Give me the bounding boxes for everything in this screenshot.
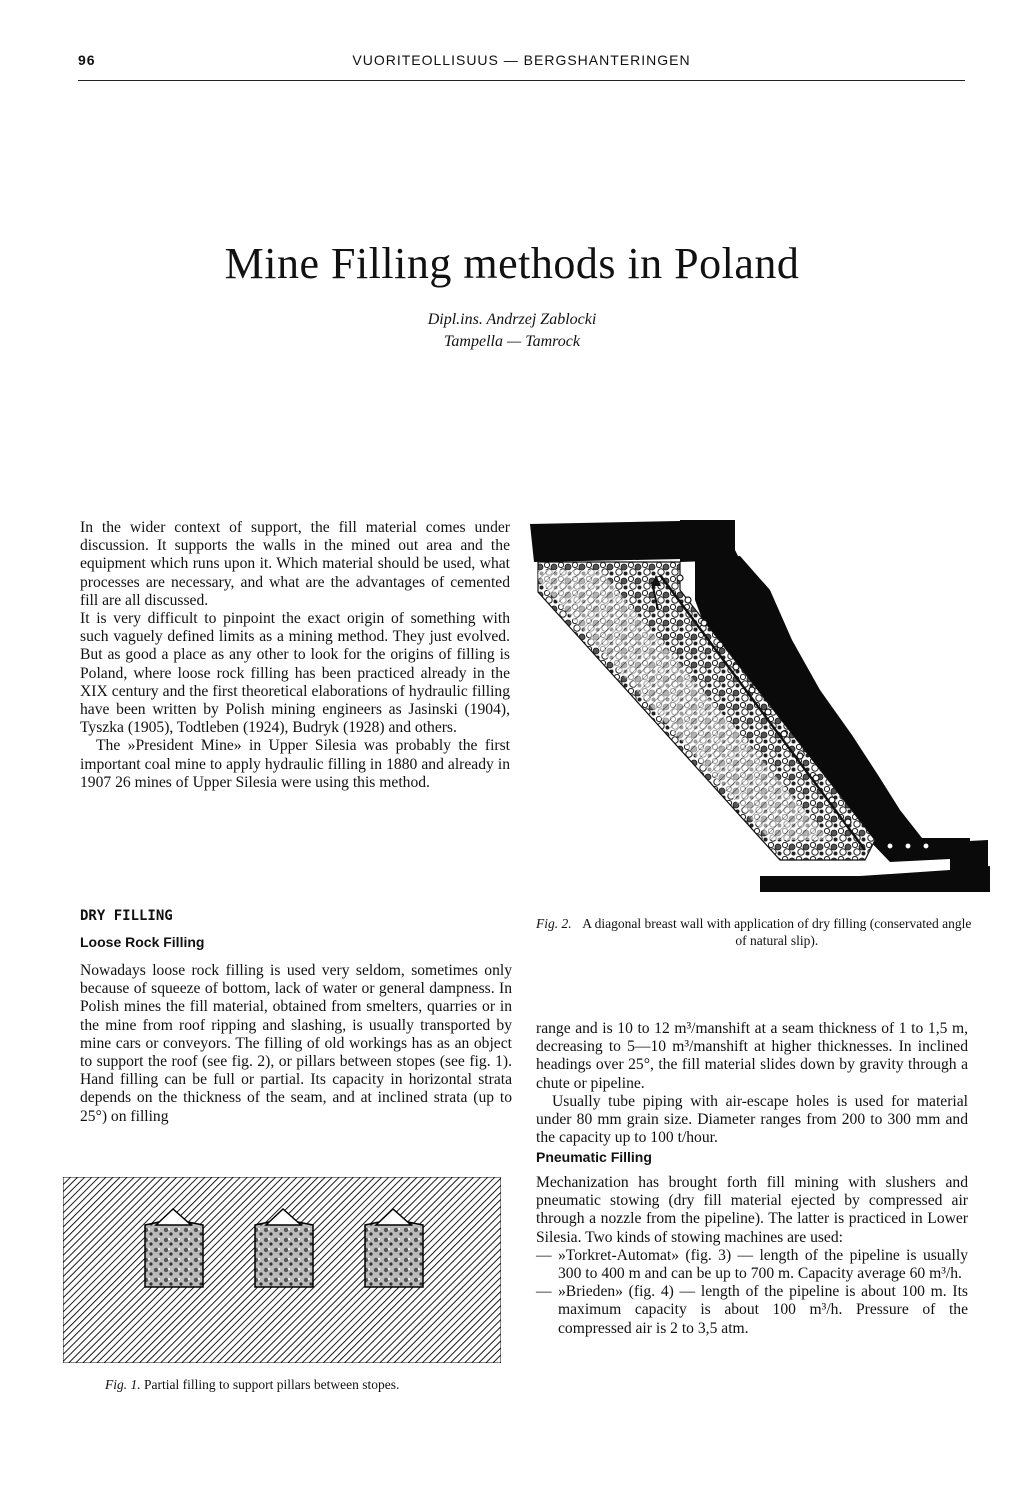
pillars-between-stopes-drawing xyxy=(63,1177,501,1363)
fig1-caption-text: Partial filling to support pillars between stopes. xyxy=(144,1377,400,1392)
page-number: 96 xyxy=(78,52,96,68)
pneumatic-text xyxy=(536,1174,968,1338)
section-heading-dry-filling: DRY FILLING xyxy=(80,908,173,924)
fig1-label: Fig. 1. xyxy=(105,1377,141,1392)
intro-text xyxy=(80,519,510,792)
author-affiliation: Tampella — Tamrock xyxy=(443,333,581,350)
fig1-caption xyxy=(105,1376,505,1393)
list-item: — »Brieden» (fig. 4) — length of the pipeline is about 100 m. Its maximum capacity is about 100 m³/h. Pressure of the compressed air is 2 to 3,5 atm. xyxy=(536,1283,968,1337)
author-name: Dipl.ins. Andrzej Zablocki xyxy=(427,311,597,328)
fig2-caption-text: A diagonal breast wall with application of dry filling (conservated angle of natural slip). xyxy=(582,916,972,948)
intro-paragraph-2: It is very difficult to pinpoint the exact origin of something with such vaguely defined limits as a mining method. They just evolved. But as good a place as any other to look for the origins of filling is Poland, where loose rock filling has been practiced already in the XIX century and the first theoretical elaborations of hydraulic filling have been written by Polish mining engineers as Jasinski (1904), Tyszka (1905), Todtleben (1924), Budryk (1928) and others. xyxy=(80,610,510,737)
stowing-machines-list xyxy=(536,1247,968,1338)
right-paragraph-2: Usually tube piping with air-escape holes is used for material under 80 mm grain size. Diameter ranges from 200 to 300 mm and the capacity up to 100 t/hour. xyxy=(536,1092,968,1147)
list-item: — »Torkret-Automat» (fig. 3) — length of the pipeline is usually 300 to 400 m and can be up to 700 m. Capacity average 60 m³/h. xyxy=(536,1246,968,1283)
subheading-loose-rock-filling: Loose Rock Filling xyxy=(80,934,205,950)
fig2-label: Fig. 2. xyxy=(536,916,572,931)
right-column-text xyxy=(536,1020,968,1147)
loose-rock-paragraph: Nowadays loose rock filling is used very seldom, sometimes only because of squeeze of bottom, lack of water or general dampness. In Polish mines the fill material, obtained from smelters, quarries or in the mine from roof ripping and slashing, is usually transported by mine cars or conveyors. The filling of old workings has as an object to support the roof (see fig. 2), or pillars between stopes (see fig. 1). Hand filling can be full or partial. Its capacity in horizontal strata depends on the thickness of the seam, and at inclined strata (up to 25°) on filling xyxy=(80,962,512,1125)
intro-paragraph-1: In the wider context of support, the fill material comes under discussion. It supports the walls in the mined out area and the equipment which runs upon it. Which material should be used, what processes are necessary, and what are the advantages of cemented fill are all discussed. xyxy=(80,519,510,609)
article-title: Mine Filling methods in Poland xyxy=(224,239,800,288)
right-paragraph-1: range and is 10 to 12 m³/manshift at a seam thickness of 1 to 1,5 m, decreasing to 5—10 m³/manshift at higher thicknesses. In inclined headings over 25°, the fill material slides down by gravity through a chute or pipeline. xyxy=(536,1020,968,1092)
diagonal-breast-wall-drawing xyxy=(530,520,992,896)
subheading-pneumatic-filling: Pneumatic Filling xyxy=(536,1149,652,1165)
fig2-caption xyxy=(536,915,976,949)
running-header xyxy=(78,50,965,81)
intro-paragraph-3: The »President Mine» in Upper Silesia was probably the first important coal mine to apply hydraulic filling in 1880 and already in 1907 26 mines of Upper Silesia were using this method. xyxy=(80,737,510,791)
pneumatic-paragraph: Mechanization has brought forth fill mining with slushers and pneumatic stowing (dry fill material ejected by compressed air through a nozzle from the pipeline). The latter is practiced in Lower Silesia. Two kinds of stowing machines are used: xyxy=(536,1174,968,1246)
running-title: VUORITEOLLISUUS — BERGSHANTERINGEN xyxy=(352,52,691,68)
loose-rock-text xyxy=(80,962,512,1126)
fig2-illustration xyxy=(530,520,992,896)
fig1-illustration xyxy=(63,1177,501,1363)
